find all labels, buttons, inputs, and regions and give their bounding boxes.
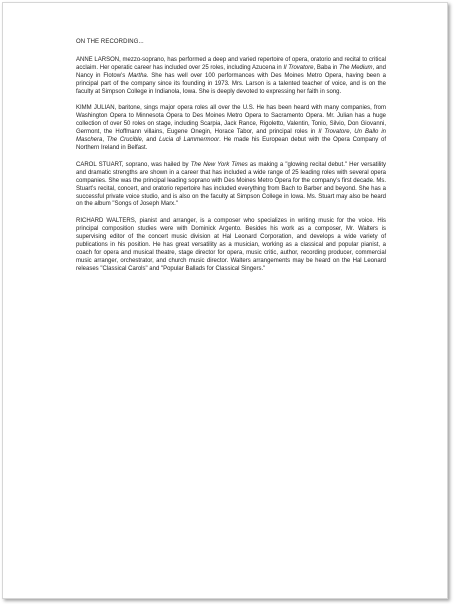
text-run: as making a "glowing recital debut." Her versatility and dramatic strengths are shown in a career that has included a wide range of 25 leading roles with several opera companies. She was the principal leading soprano with Des Moines Metro Opera for the company’s first decade. Ms. Stuart’s recital, concert, and oratorio repertoire has included everything from Bach to Barber and beyond. She has a successful private voice studio, and is also on the faculty at Simpson College in Iowa. Ms. Stuart may also be heard on the album "Songs of Joseph Marx." <box>76 161 386 208</box>
bio-richard-walters <box>76 218 386 273</box>
bio-anne-larson <box>76 57 386 97</box>
text-run: . He made his European debut with the Opera Company of Northern Ireland in Belfast. <box>76 137 386 151</box>
text-run: ANNE LARSON, mezzo-soprano, has performed a deep and varied repertoire of opera, oratorio and recital to critical acclaim. Her operatic career has included over 25 roles, including Azucena in <box>76 56 386 71</box>
italic-title: The Crucible <box>106 137 142 144</box>
biography-list <box>76 57 386 274</box>
italic-title: Un Ballo in Maschera <box>76 129 386 144</box>
italic-title: The New York Times <box>190 161 248 168</box>
bio-kimm-julian <box>76 105 386 152</box>
italic-title: Lucia di Lammermoor <box>159 137 220 144</box>
text-run: KIMM JULIAN, baritone, sings major opera roles all over the U.S. He has been heard with many companies, from Washington Opera to Minnesota Opera to Des Moines Metro Opera to Sacramento Opera. Mr. Julian has a huge collection of over 50 roles on stage, including Scarpia, Jack Rance, Rigoletto, Valentin, Tonio, Silvio, Don Giovanni, Germont, the Hoffmann villains, Eugene Onegin, Horace Tabor, and principal roles in <box>76 105 386 136</box>
bio-carol-stuart <box>76 162 386 209</box>
text-run: . She has well over 100 performances with Des Moines Metro Opera, having been a principal part of the company since its founding in 1973. Mrs. Larson is a talented teacher of voice, and is on the faculty at Simpson College in Indianola, Iowa. She is deeply devoted to expressing her faith in song. <box>76 72 386 95</box>
italic-title: Il Trovatore <box>283 64 314 71</box>
italic-title: Martha <box>128 72 147 79</box>
text-run: , and Nancy in Flotow’s <box>76 64 386 79</box>
text-run: , <box>102 137 107 144</box>
italic-title: Il Trovatore <box>318 129 350 136</box>
text-run: , <box>349 129 355 136</box>
page-content <box>76 39 386 283</box>
document-page <box>2 2 448 599</box>
section-heading: ON THE RECORDING... <box>76 39 144 45</box>
italic-title: The Medium <box>339 64 373 71</box>
text-run: , and <box>141 137 159 144</box>
text-run: RICHARD WALTERS, pianist and arranger, is a composer who specializes in writing music for the voice. His principal composition studies were with Dominick Argento. Besides his work as a composer, Mr. Walters is supervising editor of the concert music division at Hal Leonard Corporation, and develops a wide variety of publications in his position. He has great versatility as a musician, working as a classical and popular pianist, a coach for opera and musical theatre, stage director for opera, music critic, author, recording producer, commercial music arranger, orchestrator, and church music director. Walters arrangements may be heard on the Hal Leonard releases "Classical Carols" and "Popular Ballads for Classical Singers." <box>76 218 386 272</box>
text-run: CAROL STUART, soprano, was hailed by <box>76 161 191 168</box>
text-run: , Baba in <box>313 64 340 71</box>
